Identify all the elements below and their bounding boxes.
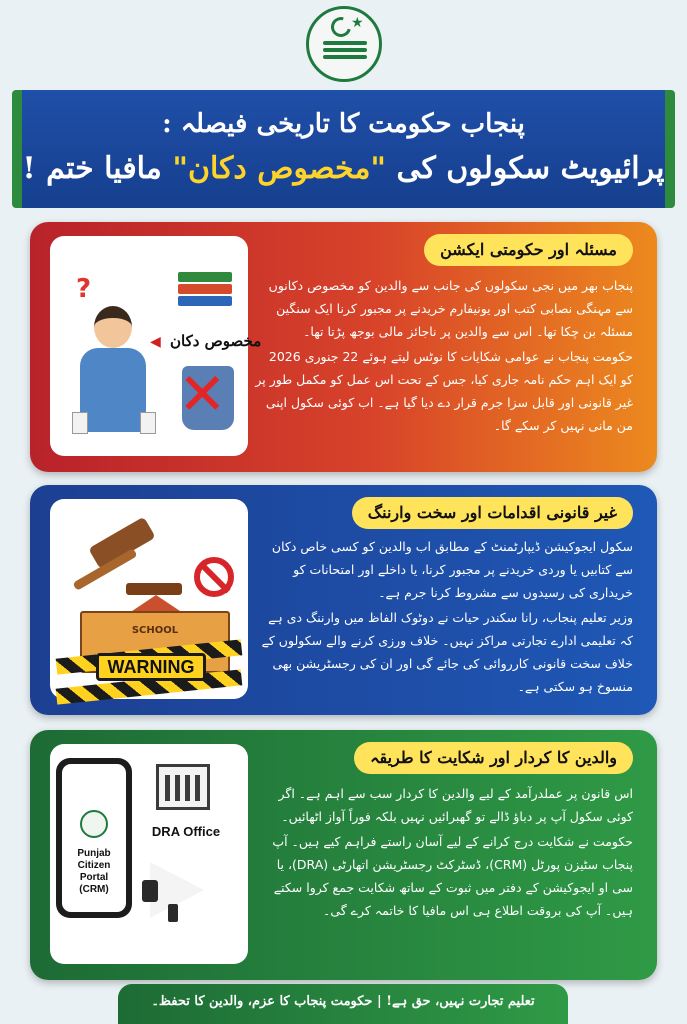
smartphone-icon [56, 758, 132, 918]
problem-illustration [50, 236, 262, 456]
section-title: غیر قانونی اقدامات اور سخت وارننگ [352, 497, 633, 529]
headline-line-1: پنجاب حکومت کا تاریخی فیصلہ : [162, 109, 525, 139]
megaphone-handle-icon [168, 904, 178, 922]
section-paragraph: حکومت پنجاب نے عوامی شکایات کا نوٹس لیتے ہوئے 22 جنوری 2026 کو ایک اہم حکم نامہ جاری کیا، جس کے تحت اس عمل کو مکمل طور پر غیر قانونی اور قابل سزا جرم قرار دے دیا گیا ہے۔ اب کوئی سکول اپنی من مانی نہیں کر سکے گا۔ [255, 349, 633, 433]
citizen-portal-label [62, 848, 126, 896]
section-title: والدین کا کردار اور شکایت کا طریقہ [354, 742, 633, 774]
question-mark-icon: ? [76, 274, 92, 304]
section-problem-card [30, 222, 657, 472]
section-paragraph: اس قانون پر عملدرآمد کے لیے والدین کا کردار سب سے اہم ہے۔ اگر کوئی سکول آپ پر دباؤ ڈالے تو گھبرائیں نہیں بلکہ فوراً آواز اٹھائیں۔ [278, 786, 633, 824]
headline-highlight: "مخصوص دکان" [172, 151, 387, 186]
complaint-illustration [50, 744, 248, 964]
section-paragraph: سکول ایجوکیشن ڈیپارٹمنٹ کے مطابق اب والدین کو کسی خاص دکان سے کتابیں یا وردی خریدنے پر مجبور کرنا، یا داخلے اور امتحانات کو خریداری کی رسیدوں سے مشروط کرنا جرم ہے۔ [271, 539, 633, 600]
portal-label-line: Punjab Citizen [77, 848, 111, 871]
portal-label-line: (CRM) [79, 884, 109, 895]
megaphone-body-icon [142, 880, 158, 902]
worried-parent-icon [94, 306, 132, 348]
school-label: SCHOOL [131, 625, 179, 636]
punjab-government-emblem-icon [306, 6, 382, 82]
books-icon [178, 272, 232, 308]
shop-label: مخصوص دکان [170, 332, 262, 350]
section-body [255, 535, 633, 700]
warning-illustration [50, 499, 248, 699]
headline-banner [12, 90, 675, 208]
parent-body-icon [80, 348, 146, 432]
empty-pocket-icon [140, 412, 156, 434]
section-title: مسئلہ اور حکومتی ایکشن [424, 234, 633, 266]
footer-slogan: تعلیم تجارت نہیں، حق ہے! | حکومت پنجاب کا عزم، والدین کا تحفظ۔ [118, 984, 568, 1024]
section-body [255, 274, 633, 439]
headline-line-2 [23, 144, 665, 194]
headline-line-2-part-b: مافیا ختم ! [22, 151, 173, 186]
section-paragraph: پنجاب بھر میں نجی سکولوں کی جانب سے والدین کو مخصوص دکانوں سے مہنگی نصابی کتب اور یونیفارم خریدنے پر مجبور کرنا ایک سنگین مسئلہ بن چکا تھا۔ اس سے والدین پر ناجائز مالی بوجھ پڑتا تھا۔ [268, 278, 633, 339]
star-icon: ★ [351, 15, 364, 31]
cross-icon: ✕ [178, 360, 227, 428]
section-paragraph: وزیر تعلیم پنجاب، رانا سکندر حیات نے دوٹوک الفاظ میں وارننگ دی ہے کہ تعلیمی ادارے تجارتی مراکز نہیں۔ خلاف ورزی کرنے والے سکولوں کے خلاف سخت قانونی کارروائی کی جائے گی اور ان کی رجسٹریشن بھی منسوخ ہو سکتی ہے۔ [261, 610, 633, 694]
section-parents-card [30, 730, 657, 980]
prohibited-icon [194, 557, 234, 597]
portal-label-line: Portal [79, 872, 109, 883]
punjab-logo-icon [80, 810, 108, 838]
office-building-icon [156, 764, 210, 810]
dra-office-label: DRA Office [151, 824, 221, 839]
section-paragraph: حکومت نے شکایت درج کرانے کے لیے آسان راستے فراہم کیے ہیں۔ آپ پنجاب سٹیزن پورٹل (CRM)، ڈسٹرکٹ رجسٹریشن اتھارٹی (DRA)، یا سی او ایجوکیشن کے دفتر میں ثبوت کے ساتھ شکایت جمع کروا سکتے ہیں۔ آپ کی بروقت اطلاع ہی اس مافیا کا خاتمہ کرے گی۔ [272, 834, 633, 918]
five-rivers-icon [323, 41, 367, 69]
warning-sign: WARNING [96, 653, 206, 681]
arrow-icon: ◀ [150, 334, 161, 350]
section-warning-card [30, 485, 657, 715]
headline-line-2-part-a: پرائیویٹ سکولوں کی [386, 151, 665, 186]
phone-screen [62, 764, 126, 912]
section-body [255, 782, 633, 924]
empty-pocket-icon [72, 412, 88, 434]
gavel-block-icon [126, 583, 182, 595]
